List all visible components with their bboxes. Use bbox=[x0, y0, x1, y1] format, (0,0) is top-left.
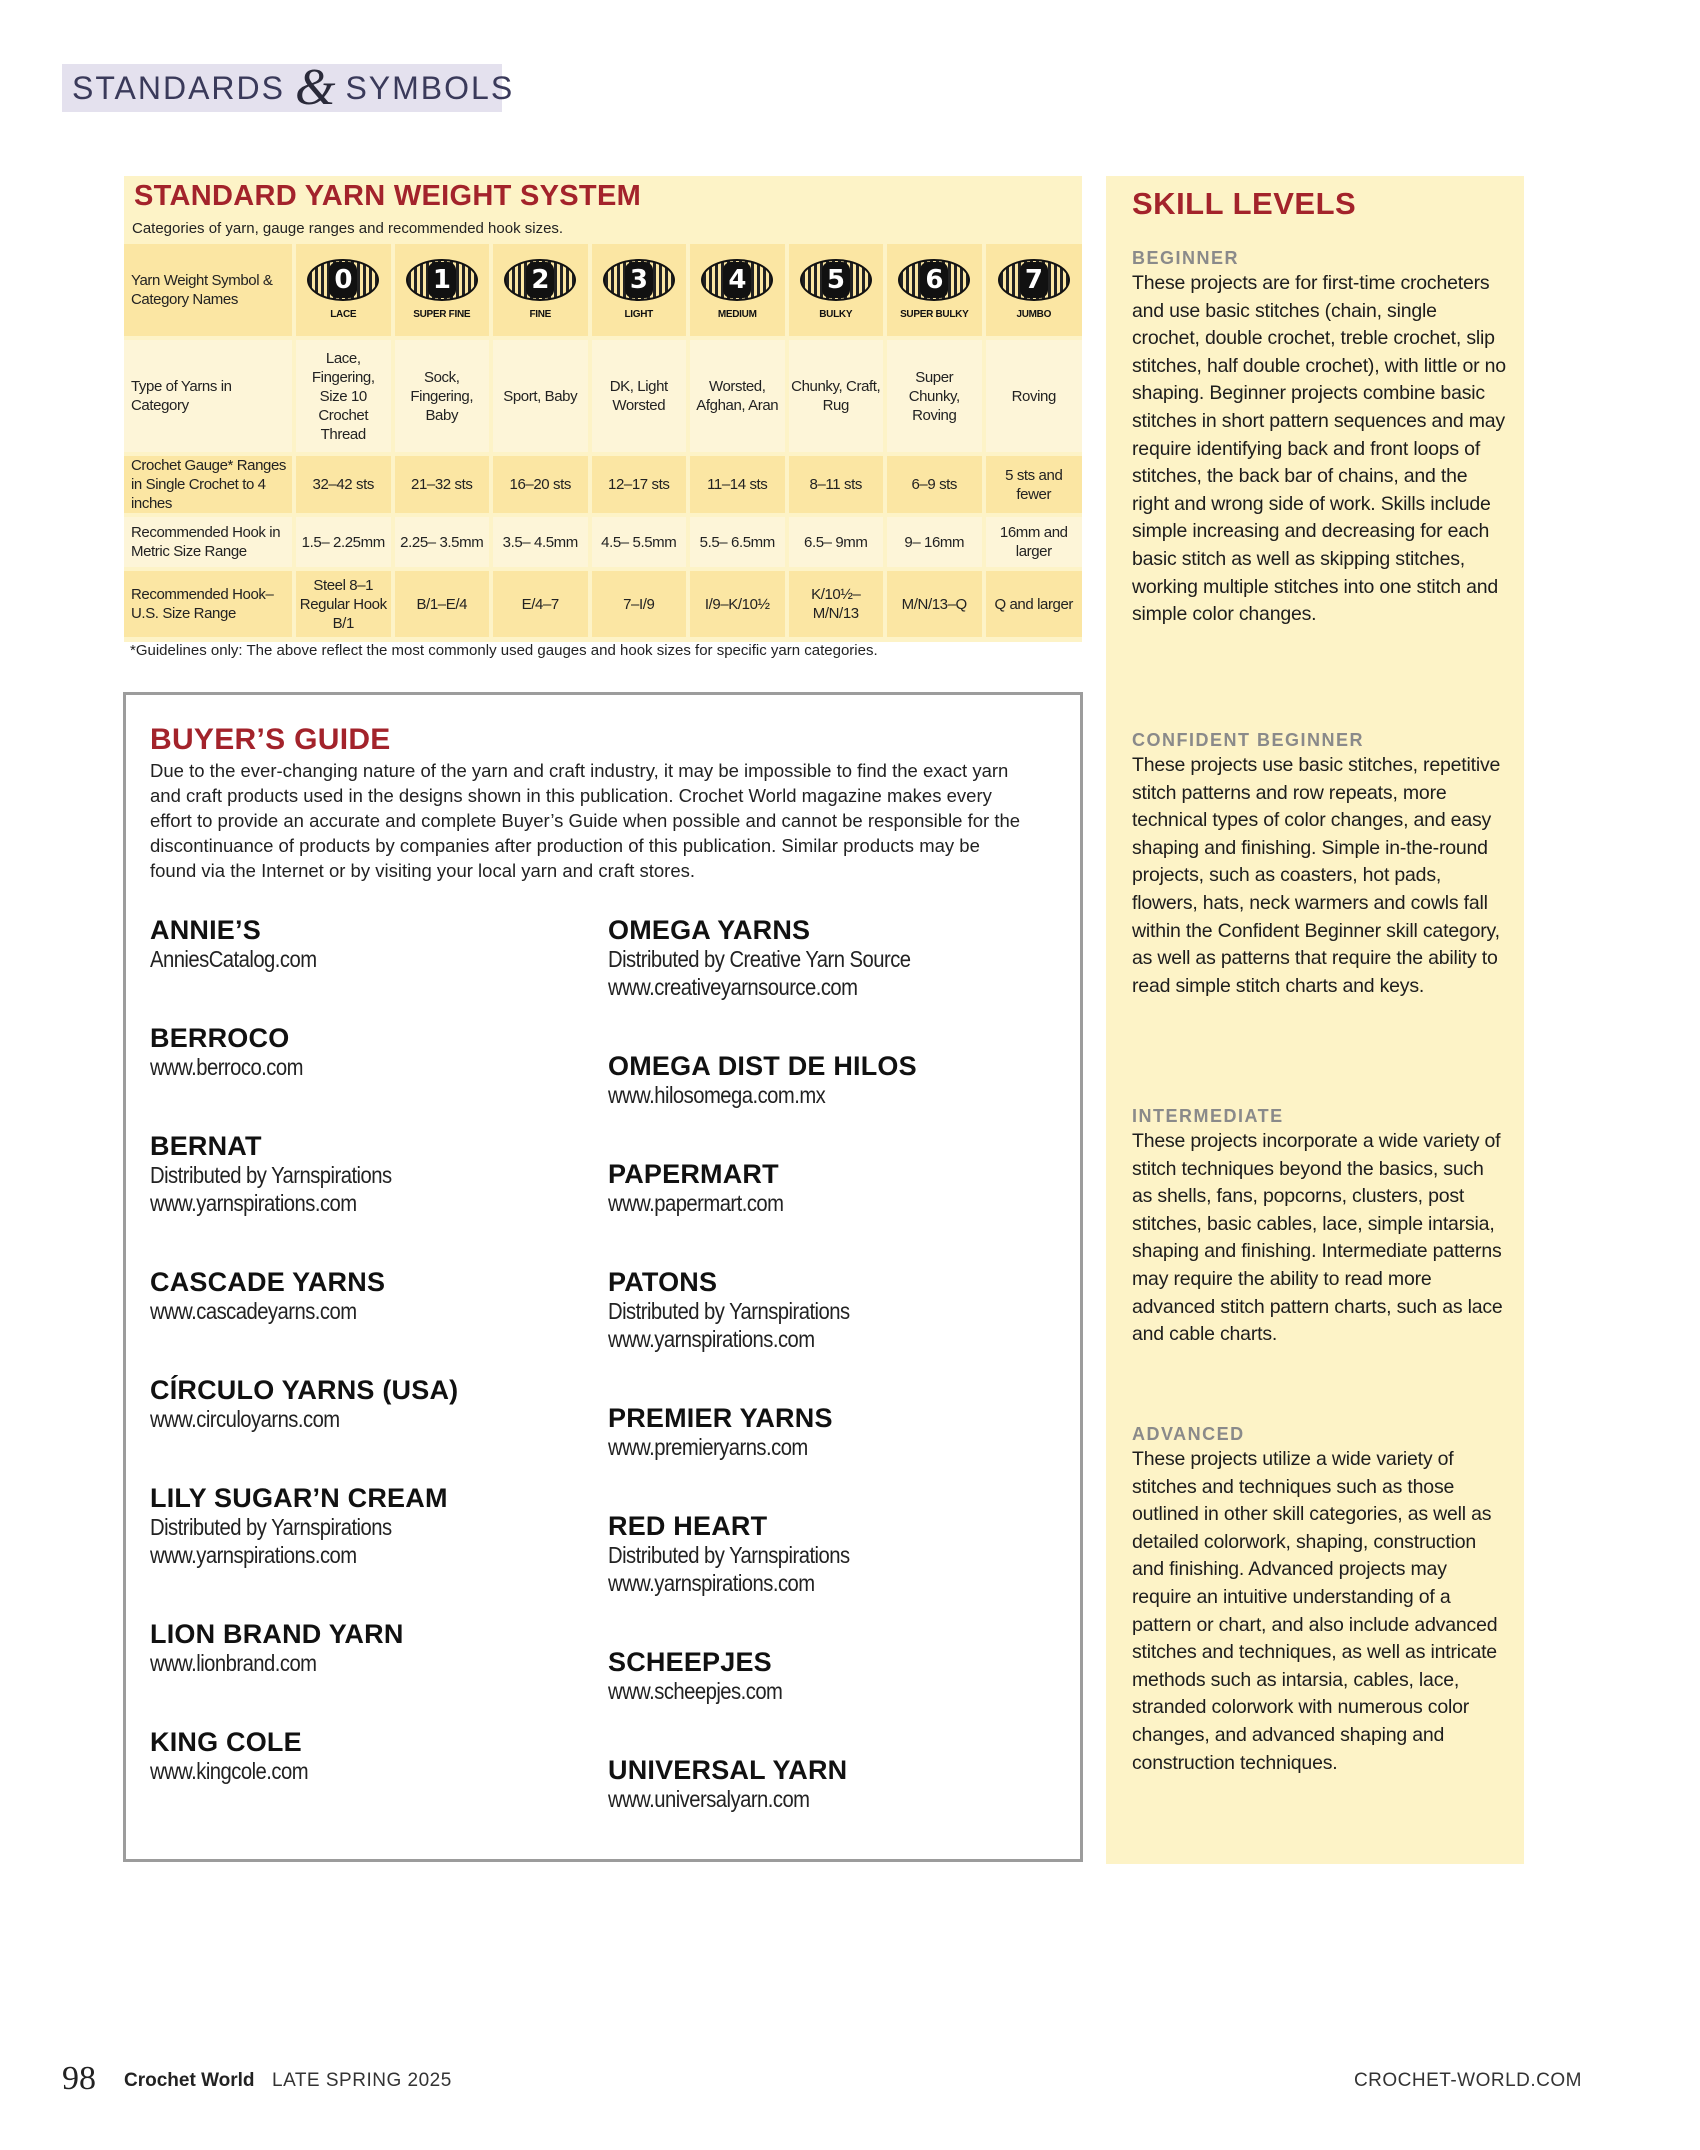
yarn-category-name: MEDIUM bbox=[717, 308, 757, 320]
table-cell: 11–14 sts bbox=[688, 454, 787, 515]
vendor-name: KING COLE bbox=[150, 1727, 302, 1757]
vendor-entry bbox=[608, 915, 952, 1001]
vendor-website: www.yarnspirations.com bbox=[150, 1542, 357, 1568]
magazine-name: Crochet World bbox=[124, 2070, 255, 2091]
yarn-category-name: LIGHT bbox=[624, 308, 653, 320]
vendor-entry bbox=[150, 1023, 324, 1081]
vendor-entry bbox=[150, 1267, 385, 1325]
vendor-distributor: Distributed by Yarnspirations bbox=[150, 1514, 392, 1540]
yarn-weight-number: 7 bbox=[1020, 262, 1048, 298]
yarn-skein-icon bbox=[994, 257, 1074, 303]
yarn-weight-number: 2 bbox=[526, 262, 554, 298]
vendor-name: SCHEEPJES bbox=[608, 1647, 772, 1677]
vendor-name: LION BRAND YARN bbox=[150, 1619, 404, 1649]
vendor-name: LILY SUGAR’N CREAM bbox=[150, 1483, 448, 1513]
skill-level-beginner bbox=[1132, 246, 1508, 629]
table-cell: 6.5– 9mm bbox=[787, 515, 886, 569]
website-url: CROCHET-WORLD.COM bbox=[1353, 2070, 1582, 2091]
yarn-symbol-cell bbox=[294, 244, 393, 338]
yarn-category-name: BULKY bbox=[819, 308, 853, 320]
vendor-entry bbox=[150, 1483, 448, 1569]
vendor-website: www.hilosomega.com.mx bbox=[608, 1082, 826, 1108]
vendor-entry bbox=[608, 1647, 806, 1705]
vendor-name: CASCADE YARNS bbox=[150, 1267, 386, 1297]
vendor-website: www.yarnspirations.com bbox=[608, 1570, 815, 1596]
table-cell: 7–I/9 bbox=[590, 569, 689, 637]
yarn-weight-number: 3 bbox=[625, 262, 653, 298]
vendor-name: PAPERMART bbox=[608, 1159, 779, 1189]
vendor-website: www.yarnspirations.com bbox=[150, 1190, 357, 1216]
yarn-skein-icon bbox=[796, 257, 876, 303]
issue-date: LATE SPRING 2025 bbox=[272, 2070, 452, 2091]
vendor-entry bbox=[150, 1619, 404, 1677]
row-label-us: Recommended Hook– U.S. Size Range bbox=[124, 569, 294, 637]
yarn-category-name: SUPER FINE bbox=[413, 308, 471, 320]
yarn-symbol-cell bbox=[885, 244, 984, 338]
row-label-symbol: Yarn Weight Symbol & Category Names bbox=[124, 244, 294, 338]
vendor-name: OMEGA DIST DE HILOS bbox=[608, 1051, 917, 1081]
table-cell: Steel 8–1 Regular Hook B/1 bbox=[294, 569, 393, 637]
vendor-distributor: Distributed by Yarnspirations bbox=[608, 1298, 850, 1324]
yarn-symbol-cell bbox=[393, 244, 492, 338]
vendor-name: ANNIE’S bbox=[150, 915, 261, 945]
yarn-symbol-cell bbox=[491, 244, 590, 338]
skill-levels-panel bbox=[1106, 176, 1524, 1864]
vendor-entry bbox=[608, 1755, 847, 1813]
vendor-website: www.creativeyarnsource.com bbox=[608, 974, 858, 1000]
yarn-weight-number: 6 bbox=[920, 262, 948, 298]
table-cell: 9– 16mm bbox=[885, 515, 984, 569]
skill-level-description: These projects utilize a wide variety of stitches and techniques such as those outlined in other skill categories, as well as detailed colorwork, shaping, construction and finishing. Advanced projects may require an intuitive understanding of a pattern or chart, and also include advanced stitches and techniques, as well as intricate methods such as intarsia, cables, lace, stranded colorwork with numerous color changes, and advanced shaping and construction techniques. bbox=[1132, 1448, 1498, 1774]
table-cell: 4.5– 5.5mm bbox=[590, 515, 689, 569]
table-cell: Sport, Baby bbox=[491, 338, 590, 454]
yarn-symbol-cell bbox=[590, 244, 689, 338]
vendor-name: BERROCO bbox=[150, 1023, 290, 1053]
yarn-skein-icon bbox=[402, 257, 482, 303]
table-cell: Chunky, Craft, Rug bbox=[787, 338, 886, 454]
vendor-entry bbox=[150, 1375, 458, 1433]
table-cell: Lace, Fingering, Size 10 Crochet Thread bbox=[294, 338, 393, 454]
yarn-skein-icon bbox=[894, 257, 974, 303]
table-cell: 12–17 sts bbox=[590, 454, 689, 515]
yarn-weight-number: 0 bbox=[329, 262, 357, 298]
header-word-symbols: SYMBOLS bbox=[345, 69, 515, 106]
skill-level-name: ADVANCED bbox=[1132, 1424, 1245, 1444]
table-row-symbols bbox=[124, 244, 1082, 338]
page-footer bbox=[62, 2060, 1582, 2100]
vendor-website: www.lionbrand.com bbox=[150, 1650, 317, 1676]
yarn-skein-icon bbox=[599, 257, 679, 303]
vendor-entry bbox=[150, 1131, 425, 1217]
row-label-gauge: Crochet Gauge* Ranges in Single Crochet to 4 inches bbox=[124, 454, 294, 515]
table-cell: 1.5– 2.25mm bbox=[294, 515, 393, 569]
table-cell: M/N/13–Q bbox=[885, 569, 984, 637]
skill-level-name: BEGINNER bbox=[1132, 248, 1240, 268]
vendor-entry bbox=[608, 1267, 883, 1353]
vendor-entry bbox=[150, 915, 339, 973]
table-cell: 8–11 sts bbox=[787, 454, 886, 515]
skill-level-name: CONFIDENT BEGINNER bbox=[1132, 730, 1365, 750]
table-cell: B/1–E/4 bbox=[393, 569, 492, 637]
vendor-website: www.circuloyarns.com bbox=[150, 1406, 340, 1432]
skill-levels-title: SKILL LEVELS bbox=[1132, 186, 1357, 221]
vendor-entry bbox=[608, 1403, 835, 1461]
vendor-website: www.papermart.com bbox=[608, 1190, 784, 1216]
vendor-website: www.kingcole.com bbox=[150, 1758, 309, 1784]
section-header bbox=[62, 59, 515, 116]
vendor-entry bbox=[608, 1159, 807, 1217]
table-cell: 2.25– 3.5mm bbox=[393, 515, 492, 569]
skill-level-intermediate bbox=[1132, 1104, 1508, 1349]
vendor-name: BERNAT bbox=[150, 1131, 262, 1161]
table-cell: DK, Light Worsted bbox=[590, 338, 689, 454]
yarn-skein-icon bbox=[697, 257, 777, 303]
table-cell: I/9–K/10½ bbox=[688, 569, 787, 637]
table-cell: 5.5– 6.5mm bbox=[688, 515, 787, 569]
page-number: 98 bbox=[62, 2060, 96, 2097]
table-cell: Sock, Fingering, Baby bbox=[393, 338, 492, 454]
vendor-name: RED HEART bbox=[608, 1511, 768, 1541]
vendor-entry bbox=[150, 1727, 330, 1785]
yarn-weight-table bbox=[124, 244, 1082, 637]
skill-level-confident-beginner bbox=[1132, 728, 1508, 1000]
yarn-category-name: JUMBO bbox=[1016, 308, 1052, 320]
table-cell: Q and larger bbox=[984, 569, 1083, 637]
header-ampersand: & bbox=[294, 59, 336, 116]
vendor-website: www.scheepjes.com bbox=[608, 1678, 783, 1704]
yarn-weight-number: 5 bbox=[822, 262, 850, 298]
table-cell: K/10½– M/N/13 bbox=[787, 569, 886, 637]
buyers-guide-intro: Due to the ever-changing nature of the yarn and craft industry, it may be impossible to find the exact yarn and craft products used in the designs shown in this publication. Crochet World magazine makes every effort to provide an accurate and complete Buyer’s Guide when possible and cannot be responsible for the discontinuance of products by companies after production of this publication. Similar products may be found via the Internet or by visiting your local yarn and craft stores. bbox=[150, 760, 1021, 881]
table-cell: Worsted, Afghan, Aran bbox=[688, 338, 787, 454]
skill-level-name: INTERMEDIATE bbox=[1132, 1106, 1284, 1126]
skill-level-description: These projects incorporate a wide variety of stitch techniques beyond the basics, such as shells, fans, popcorns, clusters, post stitches, basic cables, lace, simple intarsia, shaping and finishing. Intermediate patterns may require the ability to read more advanced stitch pattern charts, such as lace and cable charts. bbox=[1132, 1130, 1503, 1346]
yarn-weight-subtitle: Categories of yarn, gauge ranges and recommended hook sizes. bbox=[132, 220, 564, 237]
vendor-website: www.cascadeyarns.com bbox=[150, 1298, 357, 1324]
vendor-distributor: Distributed by Yarnspirations bbox=[608, 1542, 850, 1568]
skill-level-advanced bbox=[1132, 1422, 1508, 1777]
row-label-type: Type of Yarns in Category bbox=[124, 338, 294, 454]
yarn-skein-icon bbox=[303, 257, 383, 303]
yarn-category-name: SUPER BULKY bbox=[900, 308, 969, 320]
vendor-entry bbox=[608, 1511, 883, 1597]
table-cell: 32–42 sts bbox=[294, 454, 393, 515]
vendor-distributor: Distributed by Creative Yarn Source bbox=[608, 946, 911, 972]
table-row-gauge bbox=[124, 454, 1082, 515]
vendor-name: PREMIER YARNS bbox=[608, 1403, 833, 1433]
header-word-standards: STANDARDS bbox=[72, 69, 285, 106]
yarn-weight-footnote: *Guidelines only: The above reflect the most commonly used gauges and hook sizes for specific yarn categories. bbox=[130, 642, 878, 659]
yarn-symbol-cell bbox=[984, 244, 1083, 338]
skill-level-description: These projects use basic stitches, repetitive stitch patterns and row repeats, more technical types of color changes, and easy shaping and finishing. Simple in-the-round projects, such as coasters, hot pads, flowers, hats, neck warmers and cowls fall within the Confident Beginner skill category, as well as patterns that require the ability to read simple stitch charts and keys. bbox=[1132, 754, 1501, 997]
table-cell: 16–20 sts bbox=[491, 454, 590, 515]
yarn-category-name: LACE bbox=[330, 308, 357, 320]
yarn-symbol-cell bbox=[688, 244, 787, 338]
table-cell: Super Chunky, Roving bbox=[885, 338, 984, 454]
vendor-name: PATONS bbox=[608, 1267, 718, 1297]
table-cell: 16mm and larger bbox=[984, 515, 1083, 569]
buyers-guide-panel bbox=[123, 692, 1083, 1862]
buyers-guide-title: BUYER’S GUIDE bbox=[150, 723, 391, 756]
vendor-website: AnniesCatalog.com bbox=[150, 946, 317, 972]
vendor-website: www.berroco.com bbox=[150, 1054, 303, 1080]
vendor-entry bbox=[608, 1051, 917, 1109]
vendor-website: www.premieryarns.com bbox=[608, 1434, 808, 1460]
yarn-category-name: FINE bbox=[529, 308, 552, 320]
table-row-metric-hook bbox=[124, 515, 1082, 569]
yarn-weight-number: 1 bbox=[428, 262, 456, 298]
table-cell: Roving bbox=[984, 338, 1083, 454]
vendor-distributor: Distributed by Yarnspirations bbox=[150, 1162, 392, 1188]
yarn-weight-title: STANDARD YARN WEIGHT SYSTEM bbox=[134, 180, 642, 212]
yarn-symbol-cell bbox=[787, 244, 886, 338]
table-cell: 5 sts and fewer bbox=[984, 454, 1083, 515]
skill-level-description: These projects are for first-time crocheters and use basic stitches (chain, single crochet, double crochet, treble crochet, slip stitches, half double crochet), with little or no shaping. Beginner projects combine basic stitches in short pattern sequences and may require identifying back and front loops of stitches, the back bar of chains, and the right and wrong side of work. Skills include simple increasing and decreasing for each basic stitch as well as skipping stitches, working multiple stitches into one stitch and simple color changes. bbox=[1132, 272, 1506, 626]
vendor-website: www.universalyarn.com bbox=[608, 1786, 810, 1812]
vendor-name: OMEGA YARNS bbox=[608, 915, 811, 945]
vendor-name: CÍRCULO YARNS (USA) bbox=[150, 1375, 459, 1405]
yarn-weight-number: 4 bbox=[723, 262, 751, 298]
table-cell: E/4–7 bbox=[491, 569, 590, 637]
yarn-skein-icon bbox=[500, 257, 580, 303]
yarn-weight-panel bbox=[124, 176, 1082, 642]
vendor-website: www.yarnspirations.com bbox=[608, 1326, 815, 1352]
table-cell: 6–9 sts bbox=[885, 454, 984, 515]
table-cell: 21–32 sts bbox=[393, 454, 492, 515]
row-label-metric: Recommended Hook in Metric Size Range bbox=[124, 515, 294, 569]
vendor-name: UNIVERSAL YARN bbox=[608, 1755, 848, 1785]
table-row-yarn-types bbox=[124, 338, 1082, 454]
table-cell: 3.5– 4.5mm bbox=[491, 515, 590, 569]
table-row-us-hook bbox=[124, 569, 1082, 637]
